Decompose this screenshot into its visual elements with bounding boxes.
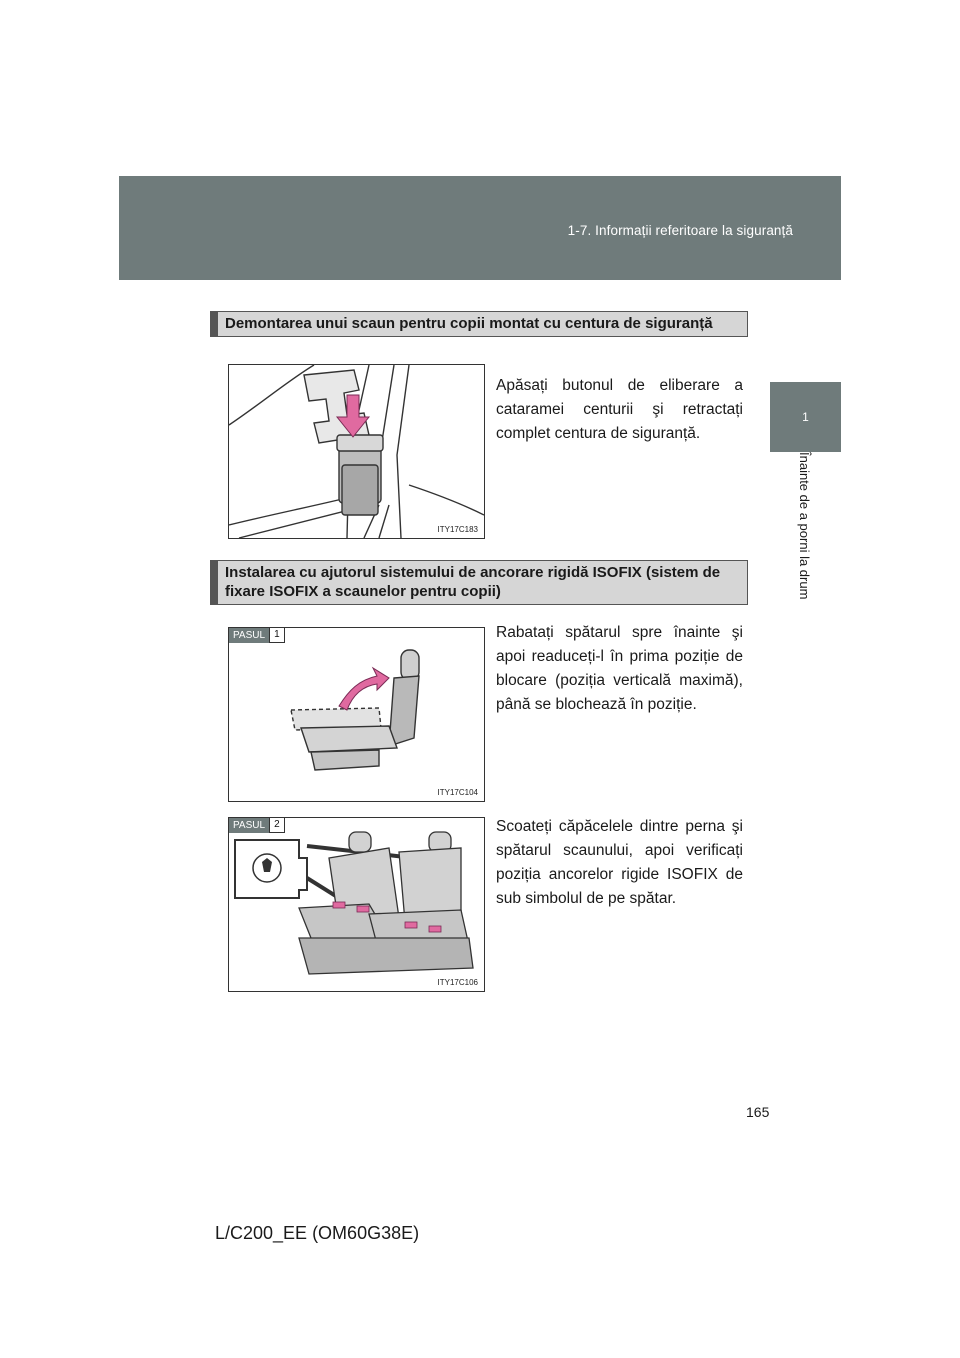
anchor-marker xyxy=(429,926,441,932)
step-number: 1 xyxy=(269,628,285,643)
instruction-release-buckle: Apăsați butonul de eliberare a cataramei centurii şi retractați complet centura de siguranță. xyxy=(496,377,743,442)
figure-code: ITY17C104 xyxy=(437,788,478,797)
buckle-illustration xyxy=(229,365,484,538)
section-heading-isofix: Instalarea cu ajutorul sistemului de ancorare rigidă ISOFIX (sistem de fixare ISOFIX a scaunelor pentru copii) xyxy=(210,560,748,605)
instruction-step-2: Scoateți căpăcelele dintre perna şi spătarul scaunului, apoi verificați poziția ancorelor rigide ISOFIX de sub simbolul de pe spătar. xyxy=(496,818,743,907)
rear-seat-illustration xyxy=(229,818,484,991)
section-heading-removal: Demontarea unui scaun pentru copii montat cu centura de siguranță xyxy=(210,311,748,337)
figure-isofix-anchors xyxy=(228,817,485,992)
step-label-2 xyxy=(229,818,285,833)
document-code: L/C200_EE (OM60G38E) xyxy=(215,1223,420,1243)
figure-buckle-release xyxy=(228,364,485,539)
step-number: 2 xyxy=(269,818,285,833)
anchor-marker xyxy=(333,902,345,908)
seat-illustration xyxy=(229,628,484,801)
step-label-1 xyxy=(229,628,285,643)
figure-seatback-fold xyxy=(228,627,485,802)
chapter-number: 1 xyxy=(802,410,809,424)
chapter-tab[interactable] xyxy=(770,382,841,452)
page-number: 165 xyxy=(746,1104,770,1120)
section-title: 1-7. Informații referitoare la siguranță xyxy=(567,223,793,238)
header-band xyxy=(119,176,841,280)
figure-code: ITY17C106 xyxy=(437,978,478,987)
side-tab-gap xyxy=(770,280,841,382)
anchor-marker xyxy=(405,922,417,928)
rotate-arrow-icon xyxy=(339,668,389,710)
instruction-step-1: Rabatați spătarul spre înainte şi apoi readuceți-l în prima poziție de blocare (poziția verticală maximă), până se blochează în poziție. xyxy=(496,624,743,713)
chapter-label: Înainte de a porni la drum xyxy=(797,452,812,600)
step-word: PASUL xyxy=(229,818,269,833)
anchor-marker xyxy=(357,906,369,912)
step-word: PASUL xyxy=(229,628,269,643)
figure-code: ITY17C183 xyxy=(437,525,478,534)
